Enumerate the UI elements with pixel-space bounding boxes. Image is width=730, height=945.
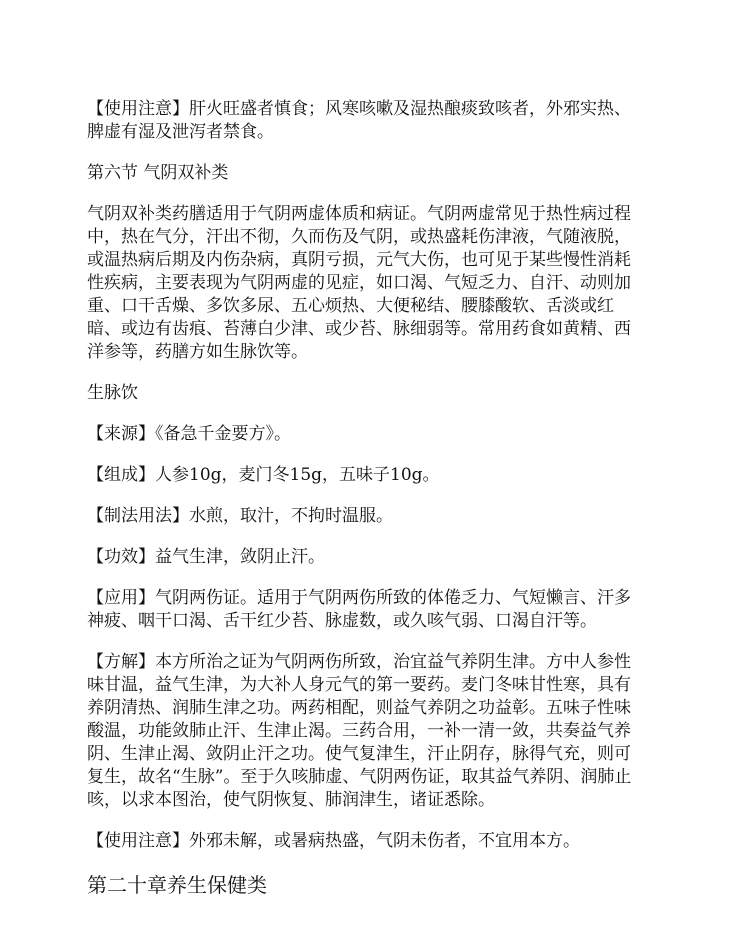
application-paragraph: 【应用】气阴两伤证。适用于气阴两伤所致的体倦乏力、气短懒言、汗多神疲、咽干口渴、舌干红少苔、脉虚数，或久咳气弱、口渴自汗等。	[87, 588, 631, 631]
caution-paragraph: 【使用注意】外邪未解，或暑病热盛，气阴未伤者，不宜用本方。	[87, 831, 580, 851]
source-paragraph: 【来源】《备急千金要方》。	[87, 424, 291, 444]
effect-paragraph: 【功效】益气生津，敛阴止汗。	[87, 547, 325, 567]
document-page	[87, 98, 647, 917]
caution-previous-paragraph: 【使用注意】肝火旺盛者慎食；风寒咳嗽及湿热酿痰致咳者，外邪实热、脾虚有湿及泄泻者禁食。	[87, 99, 631, 142]
composition-paragraph: 【组成】人参10g，麦门冬15g，五味子10g。	[87, 465, 440, 485]
explanation-paragraph: 【方解】本方所治之证为气阴两伤所致，治宜益气养阴生津。方中人参性味甘温，益气生津，为大补人身元气的第一要药。麦门冬味甘性寒，具有养阴清热、润肺生津之功。两药相配，则益气养阴之功益彰。五味子性味酸温，功能敛肺止汗、生津止渴。三药合用，一补一清一敛，共奏益气养阴、生津止渴、敛阴止汗之功。使气复津生，汗止阴存，脉得气充，则可复生，故名“生脉”。至于久咳肺虚、气阴两伤证，取其益气养阴、润肺止咳，以求本图治，使气阴恢复、肺润津生，诸证悉除。	[87, 652, 632, 810]
section-title: 第六节 气阴双补类	[87, 163, 229, 183]
recipe-title: 生脉饮	[87, 383, 138, 403]
method-paragraph: 【制法用法】水煎，取汁，不拘时温服。	[87, 506, 393, 526]
chapter-title: 第二十章养生保健类	[87, 873, 267, 897]
section-intro-paragraph: 气阴双补类药膳适用于气阴两虚体质和病证。气阴两虚常见于热性病过程中，热在气分，汗出不彻，久而伤及气阴，或热盛耗伤津液，气随液脱，或温热病后期及内伤杂病，真阴亏损，元气大伤，也可见于某些慢性消耗性疾病，主要表现为气阴两虚的见症，如口渴、气短乏力、自汗、动则加重、口干舌燥、多饮多尿、五心烦热、大便秘结、腰膝酸软、舌淡或红暗、或边有齿痕、苔薄白少津、或少苔、脉细弱等。常用药食如黄精、西洋参等，药膳方如生脉饮等。	[87, 204, 631, 362]
